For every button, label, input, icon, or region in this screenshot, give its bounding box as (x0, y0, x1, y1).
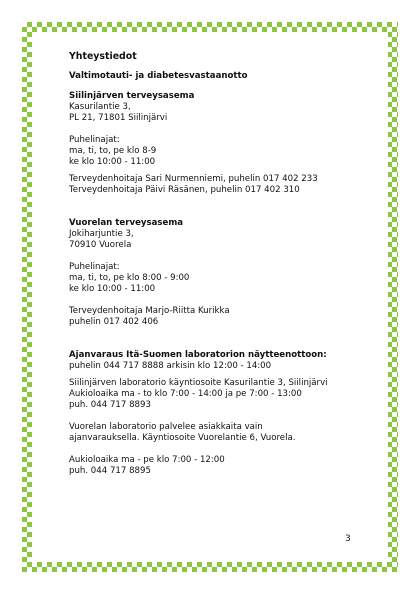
siilinjarvi-name: Siilinjärven terveysasema (69, 91, 195, 101)
siilinjarvi-section (69, 91, 369, 196)
spacer (69, 251, 369, 262)
lab-line: Aukioloaika ma - to klo 7:00 - 14:00 ja pe 7:00 - 13:00 (69, 389, 302, 399)
hours-label: Puhelinajat: (69, 135, 120, 145)
lab-line: Vuorelan laboratorio palvelee asiakkaita vain (69, 422, 263, 432)
hours-line: ma, ti, to, pe klo 8:00 - 9:00 (69, 273, 190, 283)
vuorela-name: Vuorelan terveysasema (69, 218, 184, 228)
contact-content (69, 38, 369, 477)
address-line: Jokiharjuntie 3, (69, 229, 134, 239)
page-number: 3 (345, 534, 351, 544)
lab-section (69, 350, 369, 477)
hours-line: ke klo 10:00 - 11:00 (69, 157, 156, 167)
nurse-line: Terveydenhoitaja Marjo-Riitta Kurikka (69, 306, 230, 316)
nurse-line: Terveydenhoitaja Sari Nurmenniemi, puhelin 017 402 233 (69, 174, 318, 184)
hours-line: ma, ti, to, pe klo 8-9 (69, 146, 157, 156)
vuorela-section (69, 218, 369, 328)
spacer (69, 295, 369, 306)
section-subtitle: Valtimotauti- ja diabetesvastaanotto (69, 71, 248, 81)
address-line: PL 21, 71801 Siilinjärvi (69, 113, 168, 123)
hours-line: ke klo 10:00 - 11:00 (69, 284, 156, 294)
nurse-line: Terveydenhoitaja Päivi Räsänen, puhelin 017 402 310 (69, 185, 300, 195)
address-line: 70910 Vuorela (69, 240, 132, 250)
lab-line: puh. 044 717 8893 (69, 400, 151, 410)
spacer (69, 124, 369, 135)
hours-label: Puhelinajat: (69, 262, 120, 272)
nurse-line: puhelin 017 402 406 (69, 317, 159, 327)
lab-line: puh. 044 717 8895 (69, 466, 151, 476)
spacer (69, 444, 369, 455)
lab-line: Siilinjärven laboratorio käyntiosoite Kasurilantie 3, Siilinjärvi (69, 378, 328, 388)
lab-line: ajanvarauksella. Käyntiosoite Vuorelantie 6, Vuorela. (69, 433, 296, 443)
address-line: Kasurilantie 3, (69, 102, 131, 112)
lab-phone: puhelin 044 717 8888 arkisin klo 12:00 - 14:00 (69, 361, 272, 371)
page-title: Yhteystiedot (69, 51, 137, 62)
lab-line: Aukioloaika ma - pe klo 7:00 - 12:00 (69, 455, 225, 465)
lab-heading: Ajanvaraus Itä-Suomen laboratorion näytteenottoon: (69, 350, 327, 360)
spacer (69, 411, 369, 422)
